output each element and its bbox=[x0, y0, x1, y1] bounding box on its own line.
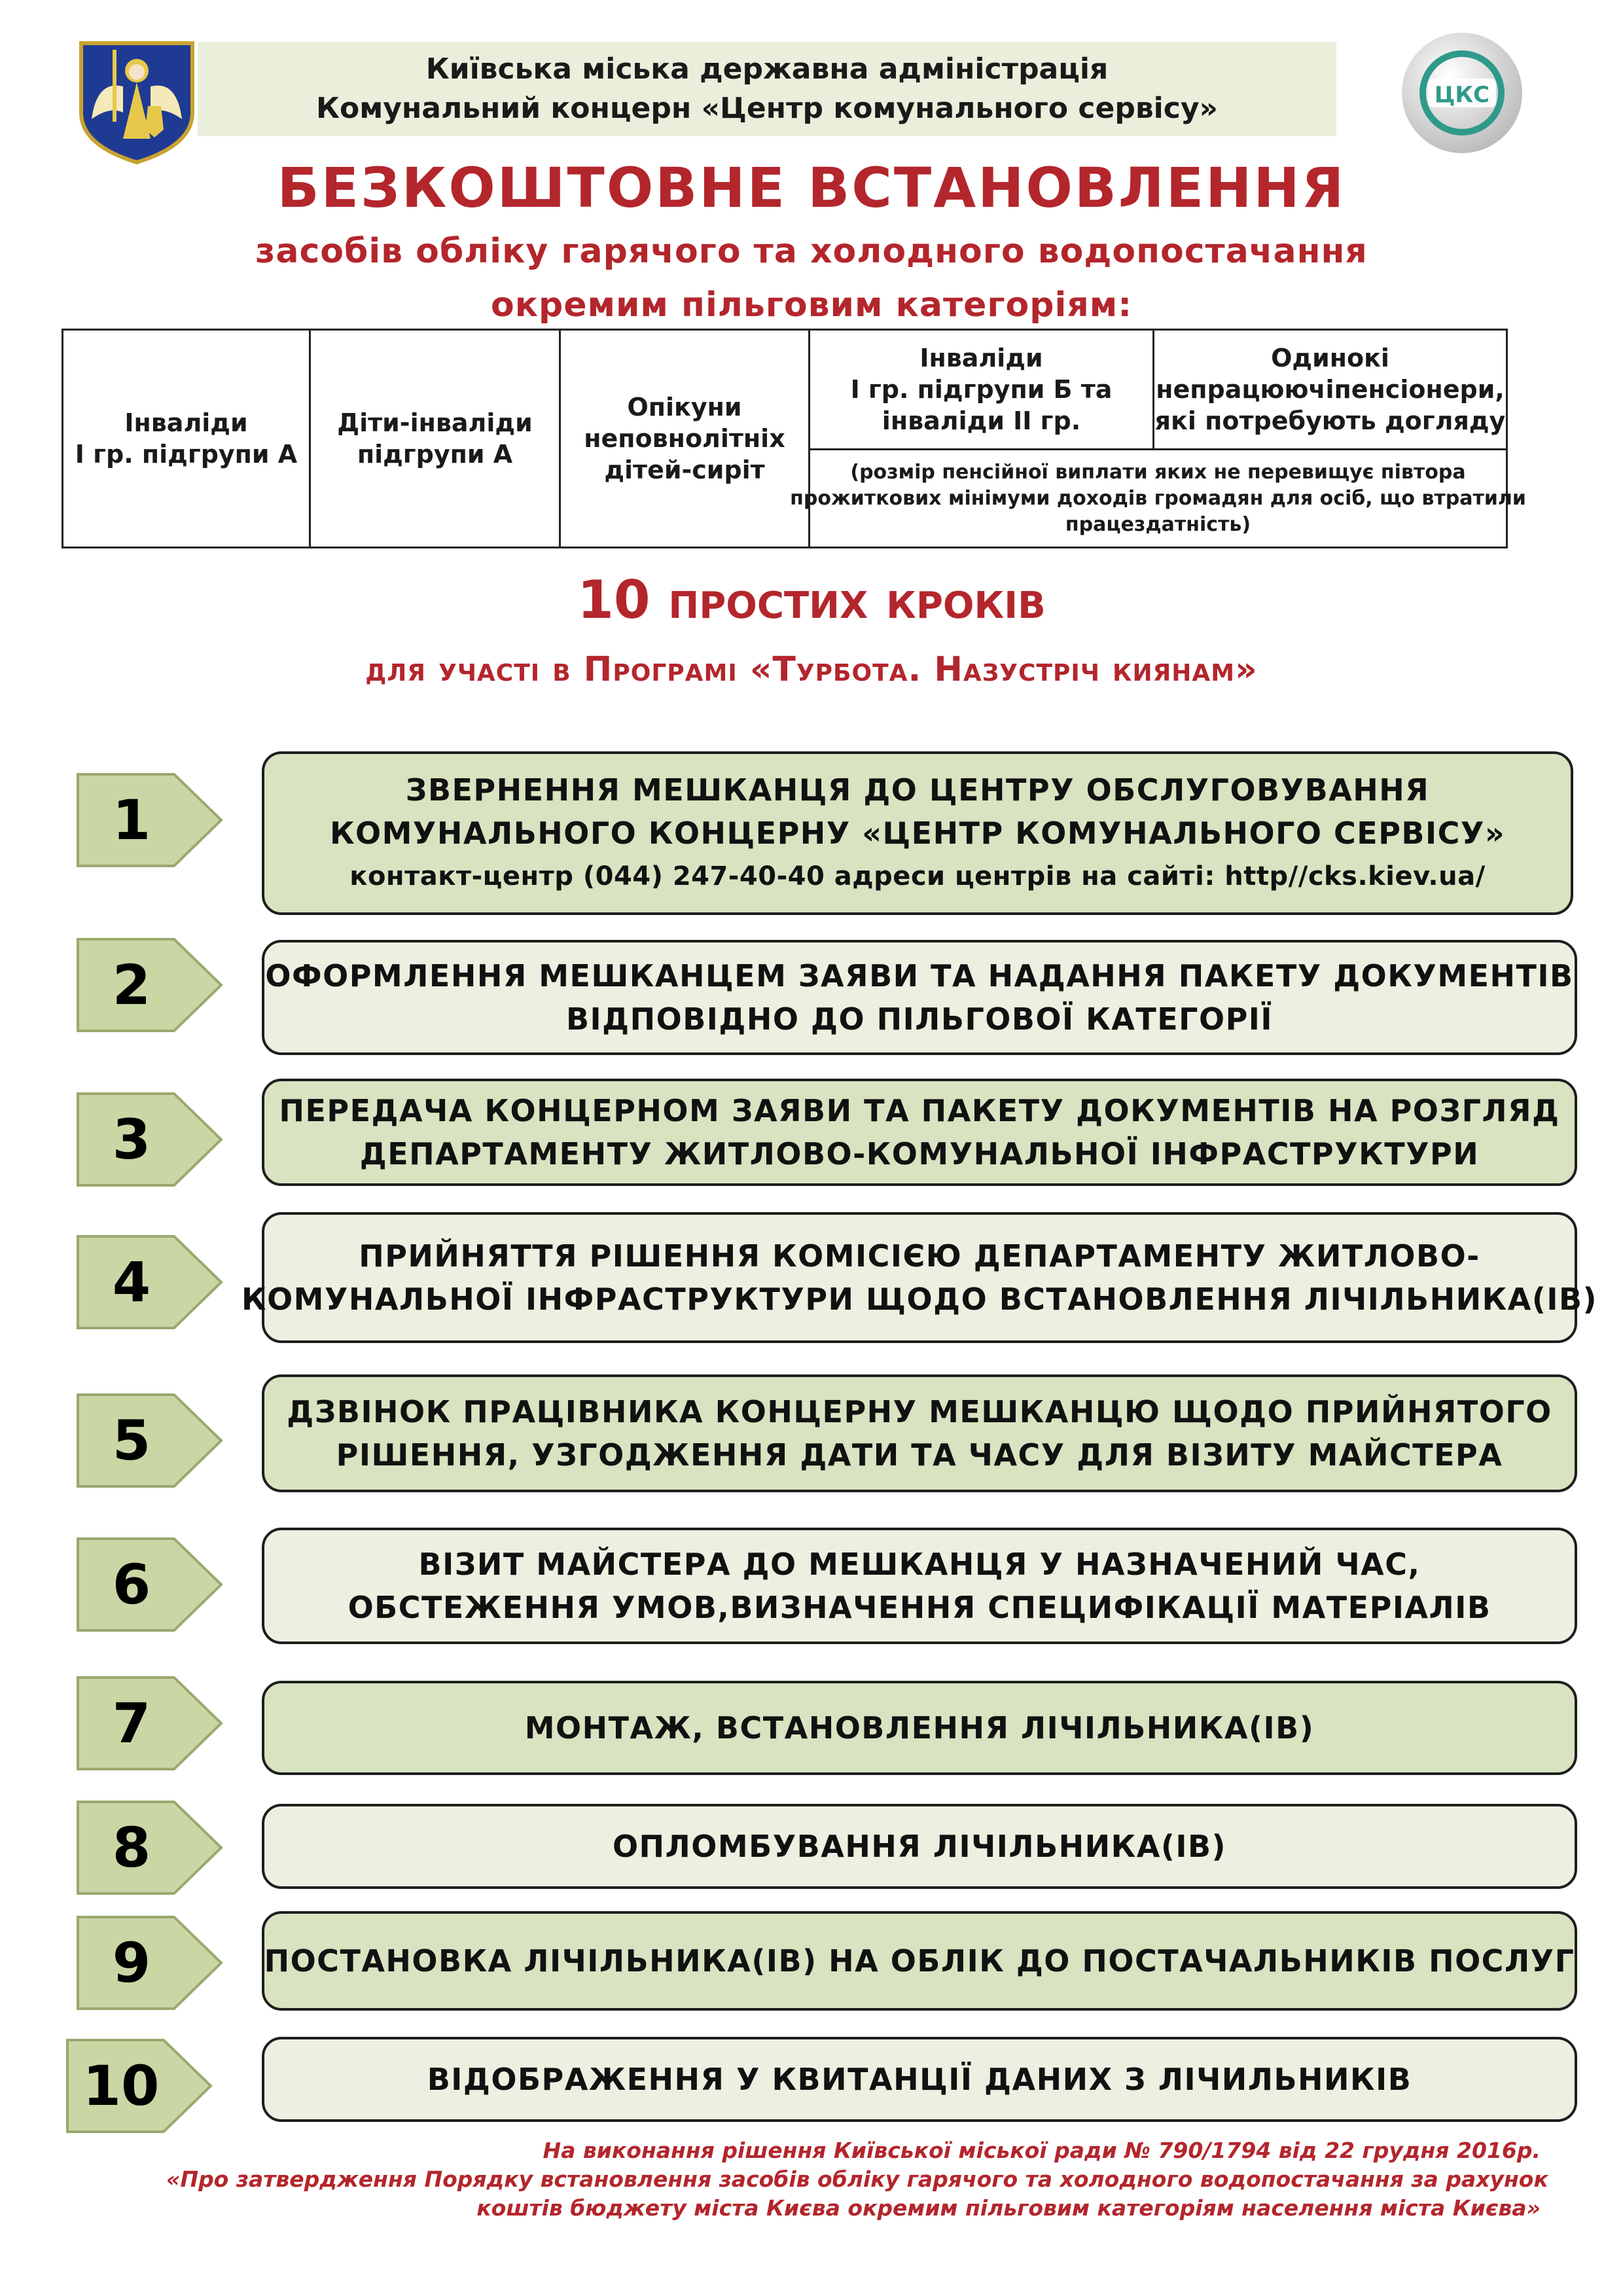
step-4-arrow bbox=[76, 1234, 224, 1330]
subtitle-line-1: засобів обліку гарячого та холодного водопостачання bbox=[255, 232, 1368, 271]
header-line-1: Київська міська державна адміністрація bbox=[425, 52, 1109, 86]
step-7-arrow bbox=[76, 1676, 224, 1771]
step-8-text-line: ОПЛОМБУВАННЯ ЛІЧІЛЬНИКА(ІВ) bbox=[612, 1829, 1227, 1864]
step-6-number: 6 bbox=[112, 1552, 151, 1617]
footer-reference bbox=[166, 2136, 1548, 2223]
step-1-contact: контакт-центр (044) 247-40-40 адреси центрів на сайті: http//cks.kiev.ua/ bbox=[349, 861, 1486, 891]
kyiv-coat-of-arms-icon bbox=[77, 41, 196, 165]
step-4-box bbox=[241, 1212, 1598, 1343]
step-10-number: 10 bbox=[82, 2054, 160, 2118]
step-5-box bbox=[262, 1374, 1577, 1492]
step-2-box bbox=[262, 940, 1577, 1055]
step-1-box bbox=[262, 751, 1573, 915]
step-2-number: 2 bbox=[112, 953, 151, 1017]
step-9-arrow bbox=[76, 1915, 224, 2011]
step-3-text-line: ДЕПАРТАМЕНТУ ЖИТЛОВО-КОМУНАЛЬНОЇ ІНФРАСТРУКТУРИ bbox=[359, 1136, 1480, 1172]
steps-subtitle: для участі в Програмі «Турбота. Назустріч киянам» bbox=[365, 650, 1258, 689]
step-1-text-line: ЗВЕРНЕННЯ МЕШКАНЦЯ ДО ЦЕНТРУ ОБСЛУГОВУВАННЯ bbox=[405, 772, 1430, 808]
step-3-box bbox=[262, 1079, 1577, 1186]
category-cell-4: Інваліди І гр. підгрупи Б та інваліди ІІ гр. bbox=[850, 344, 1113, 435]
step-5-text-line: РІШЕННЯ, УЗГОДЖЕННЯ ДАТИ ТА ЧАСУ ДЛЯ ВІЗИТУ МАЙСТЕРА bbox=[336, 1437, 1503, 1473]
header-band bbox=[198, 42, 1336, 136]
step-6-arrow bbox=[76, 1537, 224, 1632]
step-2-text-line: ОФОРМЛЕННЯ МЕШКАНЦЕМ ЗАЯВИ ТА НАДАННЯ ПАКЕТУ ДОКУМЕНТІВ bbox=[265, 958, 1574, 994]
category-cell-1: Інваліди І гр. підгрупи А bbox=[75, 408, 298, 469]
step-5-arrow bbox=[76, 1393, 224, 1488]
footer-line-3: коштів бюджету міста Києва окремим пільговим категоріям населення міста Києва» bbox=[476, 2195, 1541, 2221]
step-10-box bbox=[262, 2037, 1577, 2122]
category-cell-3: Опікуни неповнолітніх дітей-сиріт bbox=[584, 393, 785, 484]
step-10-text-line: ВІДОБРАЖЕННЯ У КВИТАНЦІЇ ДАНИХ З ЛІЧИЛЬНИКІВ bbox=[427, 2062, 1412, 2097]
step-7-box bbox=[262, 1681, 1577, 1775]
step-3-number: 3 bbox=[112, 1107, 151, 1172]
step-2-text-line: ВІДПОВІДНО ДО ПІЛЬГОВОЇ КАТЕГОРІЇ bbox=[565, 1001, 1274, 1037]
step-7-number: 7 bbox=[112, 1691, 151, 1755]
category-cell-2: Діти-інваліди підгрупи А bbox=[337, 408, 533, 469]
footer-line-1: На виконання рішення Київської міської ради № 790/1794 від 22 грудня 2016р. bbox=[543, 2138, 1541, 2163]
step-6-box bbox=[262, 1528, 1577, 1644]
step-6-text-line: ОБСТЕЖЕННЯ УМОВ,ВИЗНАЧЕННЯ СПЕЦИФІКАЦІЇ МАТЕРІАЛІВ bbox=[348, 1590, 1491, 1625]
step-9-text-line: ПОСТАНОВКА ЛІЧІЛЬНИКА(ІВ) НА ОБЛІК ДО ПОСТАЧАЛЬНИКІВ ПОСЛУГ bbox=[264, 1943, 1575, 1979]
step-5-text-line: ДЗВІНОК ПРАЦІВНИКА КОНЦЕРНУ МЕШКАНЦЮ ЩОДО ПРИЙНЯТОГО bbox=[287, 1394, 1552, 1429]
step-4-text-line: ПРИЙНЯТТЯ РІШЕННЯ КОМІСІЄЮ ДЕПАРТАМЕНТУ ЖИТЛОВО- bbox=[359, 1238, 1480, 1274]
step-8-number: 8 bbox=[112, 1816, 151, 1880]
step-1-text-line: КОМУНАЛЬНОГО КОНЦЕРНУ «ЦЕНТР КОМУНАЛЬНОГО СЕРВІСУ» bbox=[329, 816, 1506, 851]
cks-logo-icon bbox=[1399, 30, 1525, 156]
step-6-text-line: ВІЗИТ МАЙСТЕРА ДО МЕШКАНЦЯ У НАЗНАЧЕНИЙ ЧАС, bbox=[418, 1547, 1421, 1582]
categories-table bbox=[62, 329, 1526, 548]
step-3-text-line: ПЕРЕДАЧА КОНЦЕРНОМ ЗАЯВИ ТА ПАКЕТУ ДОКУМЕНТІВ НА РОЗГЛЯД bbox=[279, 1093, 1560, 1128]
step-9-box bbox=[262, 1911, 1577, 2011]
step-5-number: 5 bbox=[112, 1408, 151, 1473]
step-2-arrow bbox=[76, 937, 224, 1033]
step-8-box bbox=[262, 1804, 1577, 1889]
step-10-arrow bbox=[65, 2038, 213, 2134]
step-1-arrow bbox=[76, 772, 224, 868]
steps-title: 10 простих кроків bbox=[577, 569, 1046, 630]
subtitle-line-2: окремим пільговим категоріям: bbox=[490, 285, 1133, 325]
step-4-text-line: КОМУНАЛЬНОЇ ІНФРАСТРУКТУРИ ЩОДО ВСТАНОВЛЕННЯ ЛІЧІЛЬНИКА(ІВ) bbox=[241, 1282, 1598, 1317]
header-line-2: Комунальний концерн «Центр комунального сервісу» bbox=[316, 92, 1218, 125]
step-3-arrow bbox=[76, 1092, 224, 1187]
step-9-number: 9 bbox=[112, 1931, 151, 1995]
step-1-number: 1 bbox=[112, 788, 151, 852]
step-7-text-line: МОНТАЖ, ВСТАНОВЛЕННЯ ЛІЧІЛЬНИКА(ІВ) bbox=[524, 1710, 1315, 1746]
step-4-number: 4 bbox=[112, 1250, 151, 1314]
logo-text: ЦКС bbox=[1434, 82, 1490, 108]
category-cell-5: Одинокі непрацюючіпенсіонери, які потребують догляду bbox=[1154, 344, 1506, 435]
category-note: (розмір пенсійної виплати яких не перевищує півтора прожиткових мінімуми доходів громадян для осіб, що втратили працездатність) bbox=[790, 460, 1526, 536]
step-8-arrow bbox=[76, 1800, 224, 1895]
footer-line-2: «Про затвердження Порядку встановлення засобів обліку гарячого та холодного водопостачання за рахунок bbox=[166, 2166, 1548, 2192]
main-title: БЕЗКОШТОВНЕ ВСТАНОВЛЕННЯ bbox=[277, 156, 1346, 220]
